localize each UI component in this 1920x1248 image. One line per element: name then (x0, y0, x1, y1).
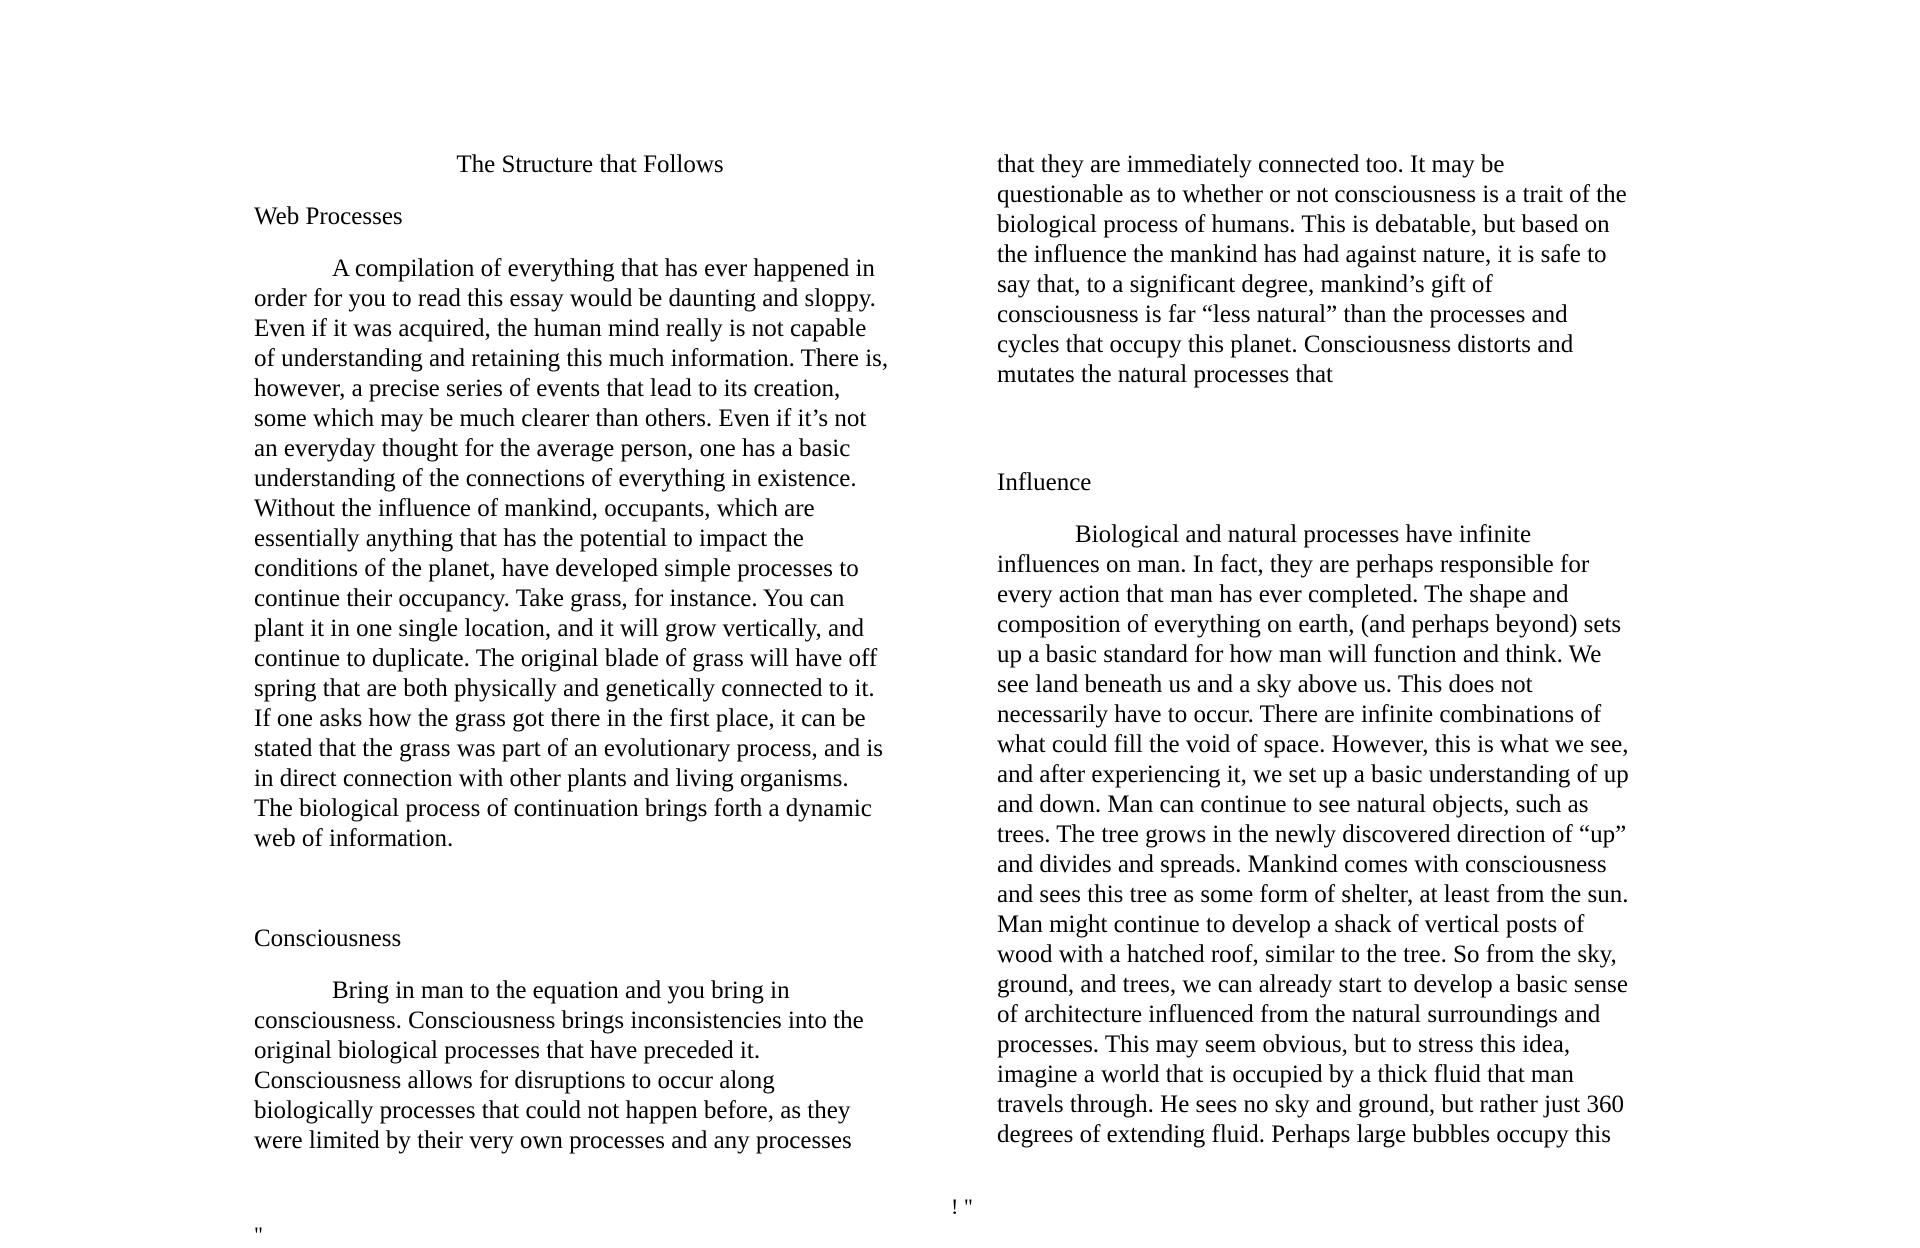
text-line: degrees of extending fluid. Perhaps large bubbles occupy this (997, 1121, 1611, 1148)
web-processes-paragraph (254, 254, 888, 854)
text-line: consciousness is far “less natural” than the processes and (997, 301, 1568, 328)
text-line: essentially anything that has the potential to impact the (254, 525, 804, 552)
text-line: cycles that occupy this planet. Consciousness distorts and (997, 331, 1574, 358)
text-line: and divides and spreads. Mankind comes with consciousness (997, 851, 1607, 878)
text-line: processes. This may seem obvious, but to stress this idea, (997, 1031, 1571, 1058)
consciousness-paragraph (254, 976, 864, 1156)
text-line: and down. Man can continue to see natural objects, such as (997, 791, 1589, 818)
section-heading-influence: Influence (997, 469, 1092, 496)
text-line: biological process of humans. This is debatable, but based on (997, 211, 1610, 238)
section-heading-consciousness: Consciousness (254, 925, 402, 952)
text-line: Man might continue to develop a shack of vertical posts of (997, 911, 1585, 938)
text-line: were limited by their very own processes and any processes (254, 1127, 852, 1154)
text-line: what could fill the void of space. However, this is what we see, (997, 731, 1629, 758)
text-line: that they are immediately connected too. It may be (997, 151, 1505, 178)
text-line: up a basic standard for how man will function and think. We (997, 641, 1602, 668)
text-line: spring that are both physically and genetically connected to it. (254, 675, 875, 702)
text-line: A compilation of everything that has ever happened in (332, 255, 875, 282)
text-line: composition of everything on earth, (and perhaps beyond) sets (997, 611, 1622, 638)
text-line: the influence the mankind has had against nature, it is safe to (997, 241, 1607, 268)
page-title: The Structure that Follows (456, 151, 724, 178)
text-line: of understanding and retaining this much information. There is, (254, 345, 889, 372)
text-line: in direct connection with other plants and living organisms. (254, 765, 849, 792)
page-footer-mark: " (254, 1222, 263, 1247)
text-line: Bring in man to the equation and you bring in (332, 977, 790, 1004)
text-line: original biological processes that have preceded it. (254, 1037, 761, 1064)
text-line: Consciousness allows for disruptions to occur along (254, 1067, 775, 1094)
text-line: web of information. (254, 825, 454, 852)
text-line: an everyday thought for the average person, one has a basic (254, 435, 851, 462)
text-line: and sees this tree as some form of shelter, at least from the sun. (997, 881, 1629, 908)
text-line: questionable as to whether or not consciousness is a trait of the (997, 181, 1627, 208)
text-line: some which may be much clearer than others. Even if it’s not (254, 405, 867, 432)
text-line: every action that man has ever completed. The shape and (997, 581, 1569, 608)
text-line: conditions of the planet, have developed simple processes to (254, 555, 859, 582)
text-line: continue their occupancy. Take grass, for instance. You can (254, 585, 845, 612)
text-line: Without the influence of mankind, occupants, which are (254, 495, 815, 522)
text-line: travels through. He sees no sky and ground, but rather just 360 (997, 1091, 1624, 1118)
text-line: Even if it was acquired, the human mind really is not capable (254, 315, 867, 342)
text-line: continue to duplicate. The original blade of grass will have off (254, 645, 878, 672)
text-line: order for you to read this essay would be daunting and sloppy. (254, 285, 876, 312)
text-line: imagine a world that is occupied by a thick fluid that man (997, 1061, 1574, 1088)
text-line: and after experiencing it, we set up a basic understanding of up (997, 761, 1629, 788)
continuation-paragraph (997, 150, 1627, 390)
section-heading-web-processes: Web Processes (254, 203, 403, 230)
text-line: trees. The tree grows in the newly discovered direction of “up” (997, 821, 1627, 848)
text-line: biologically processes that could not happen before, as they (254, 1097, 851, 1124)
text-line: wood with a hatched roof, similar to the tree. So from the sky, (997, 941, 1617, 968)
text-line: however, a precise series of events that lead to its creation, (254, 375, 841, 402)
text-line: ground, and trees, we can already start to develop a basic sense (997, 971, 1629, 998)
text-line: see land beneath us and a sky above us. This does not (997, 671, 1533, 698)
text-line: understanding of the connections of everything in existence. (254, 465, 857, 492)
text-line: stated that the grass was part of an evolutionary process, and is (254, 735, 883, 762)
text-line: The biological process of continuation brings forth a dynamic (254, 795, 872, 822)
text-line: necessarily have to occur. There are infinite combinations of (997, 701, 1602, 728)
page-number-mark: ! " (951, 1194, 973, 1219)
text-line: plant it in one single location, and it will grow vertically, and (254, 615, 865, 642)
text-line: of architecture influenced from the natural surroundings and (997, 1001, 1601, 1028)
text-line: say that, to a significant degree, mankind’s gift of (997, 271, 1493, 298)
text-line: influences on man. In fact, they are perhaps responsible for (997, 551, 1590, 578)
influence-paragraph (997, 520, 1629, 1150)
text-line: If one asks how the grass got there in the first place, it can be (254, 705, 866, 732)
text-line: Biological and natural processes have infinite (1075, 521, 1532, 548)
text-line: mutates the natural processes that (997, 361, 1333, 388)
text-line: consciousness. Consciousness brings inconsistencies into the (254, 1007, 864, 1034)
